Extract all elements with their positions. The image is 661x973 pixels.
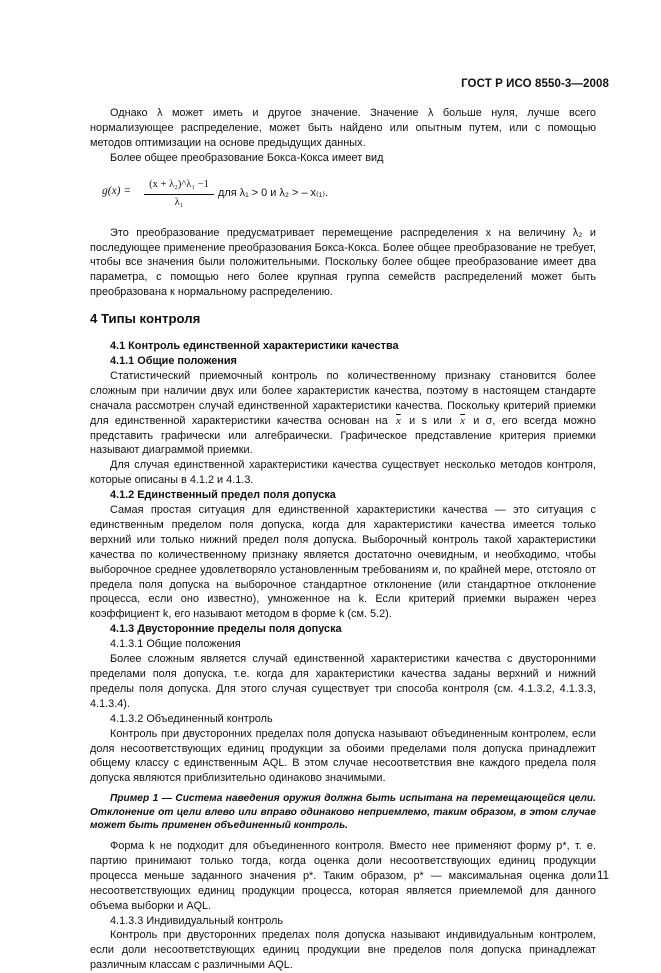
example-1 [90,792,596,833]
section-4-1-2-text: Самая простая ситуация для единственной характеристики качества — это ситуация с единственным пределом поля допуска, когда для характеристики качества имеется только верхний или только нижний предел поля допуска. Выборочный контроль такой характеристики качества по количественному признаку является достаточно очевидным, и необходимо, чтобы выборочное среднее удовлетворяло установленным требованиям и, по крайней мере, отстояло от предела поля допуска на выборочное стандартное отклонение (или стандартное отклонение процесса, если оно известно), умноженное на k. Если критерий приемки выражен через коэффициент k, его называют методом в форме k (см. 5.2). [90,504,596,621]
section-4-1-1-text [90,369,596,458]
x-bar-symbol: $\overline{x}$ [395,414,401,427]
section-4-1-2-title: 4.1.2 Единственный предел поля допуска [110,489,336,502]
s411-text-a: Статистический приемочный контроль по количественному признаку становится более сложным при наличии двух или более характеристик качества, поэтому в настоящем стандарте сначала рассмотрен случай единственной характеристики качества. Поскольку критерий приемки для единственной характеристики качества основан на [90,369,596,427]
section-4-1-3-1-title: 4.1.3.1 Общие положения [110,638,241,651]
formula-lhs: g(x) = [102,184,132,197]
formula-fraction [144,178,214,211]
section-4-1-3-title: 4.1.3 Двусторонние пределы поля допуска [110,623,342,636]
page-number: 11 [597,870,609,882]
page-content [90,106,596,973]
formula-denominator: λ₁ [174,196,184,208]
paragraph-shift: Это преобразование предусматривает перемещение распределения x на величину λ₂ и последующее применение преобразования Бокса-Кокса. Более общее преобразование не требует, чтобы все значения были положительными. Поскольку более общее преобразование имеет два параметра, с помощью него более крупная группа семейств распределений может быть преобразована к нормальному распределению. [90,226,596,299]
section-4-1-3-3-text: Контроль при двусторонних пределах поля допуска называют индивидуальным контролем, если доли несоответствующих единиц продукции вне пределов поля допуска принадлежат различным классам с различными AQL. [90,929,596,972]
section-4-title: 4 Типы контроля [90,311,201,327]
x-bar-symbol: $\overline{x}$ [460,414,465,427]
formula-condition: для λ₁ > 0 и λ₂ > – x₍₁₎. [218,186,329,199]
paragraph-lambda: Однако λ может иметь и другое значение. Значение λ больше нуля, лучше всего нормализующее распределение, может быть найдено или опытным путем, или с помощью методов оптимизации на основе предыдущих данных. [90,107,596,149]
section-4-1-1-title: 4.1.1 Общие положения [110,354,237,367]
section-4-1-3-1-text: Более сложным является случай единственной характеристики качества с двусторонними пределами поля допуска, т.е. когда для характеристики качества заданы верхний и нижний пределы поля допуска. Для этого случая существует три способа контроля (см. 4.1.3.2, 4.1.3.3, 4.1.3.4). [90,653,596,710]
example-label: Пример 1 [110,793,159,805]
example-text: — Система наведения оружия должна быть испытана на перемещающейся цели. Отклонение от цели влево или вправо одинаково неприемлемо, таким образом, в этом случае может быть применен объединенный контроль. [90,793,596,832]
section-4-1-3-3-title: 4.1.3.3 Индивидуальный контроль [110,914,284,927]
box-cox-formula [90,166,596,226]
paragraph-general-transform: Более общее преобразование Бокса-Кокса имеет вид [110,151,384,164]
section-4-1-title: 4.1 Контроль единственной характеристики качества [110,340,399,353]
paragraph-form-k: Форма k не подходит для объединенного контроля. Вместо нее применяют форму p*, т. е. партию принимают только тогда, когда оценка доли несоответствующих единиц продукции процесса меньше заданного значения p*. Таким образом, p* — максимальная оценка доли несоответствующих единиц продукции процесса, которая является приемлемой для данного объема выборки и AQL. [90,840,596,912]
s411-text-c: и σ, его всегда можно представить графически или алгебраически. Графическое представление критерия приемки называют диаграммой приемки. [90,414,596,457]
formula-numerator: (x + λ₂)^λ₁ −1 [144,178,214,195]
section-4-1-3-2-text: Контроль при двусторонних пределах поля допуска называют объединенным контролем, если доля несоответствующих единиц продукции за обоими пределами поля допуска принадлежит общему классу с единственным AQL. В этом случае несоответствия вне каждого предела поля допуска являются приблизительно одинаково значимыми. [90,727,596,785]
section-4-1-3-2-title: 4.1.3.2 Объединенный контроль [110,712,273,725]
section-4-1-1-text-2: Для случая единственной характеристики качества существует несколько методов контроля, которые описаны в 4.1.2 и 4.1.3. [90,459,596,487]
standard-header: ГОСТ Р ИСО 8550-3—2008 [461,78,609,90]
s411-text-b: и s или [409,414,452,427]
